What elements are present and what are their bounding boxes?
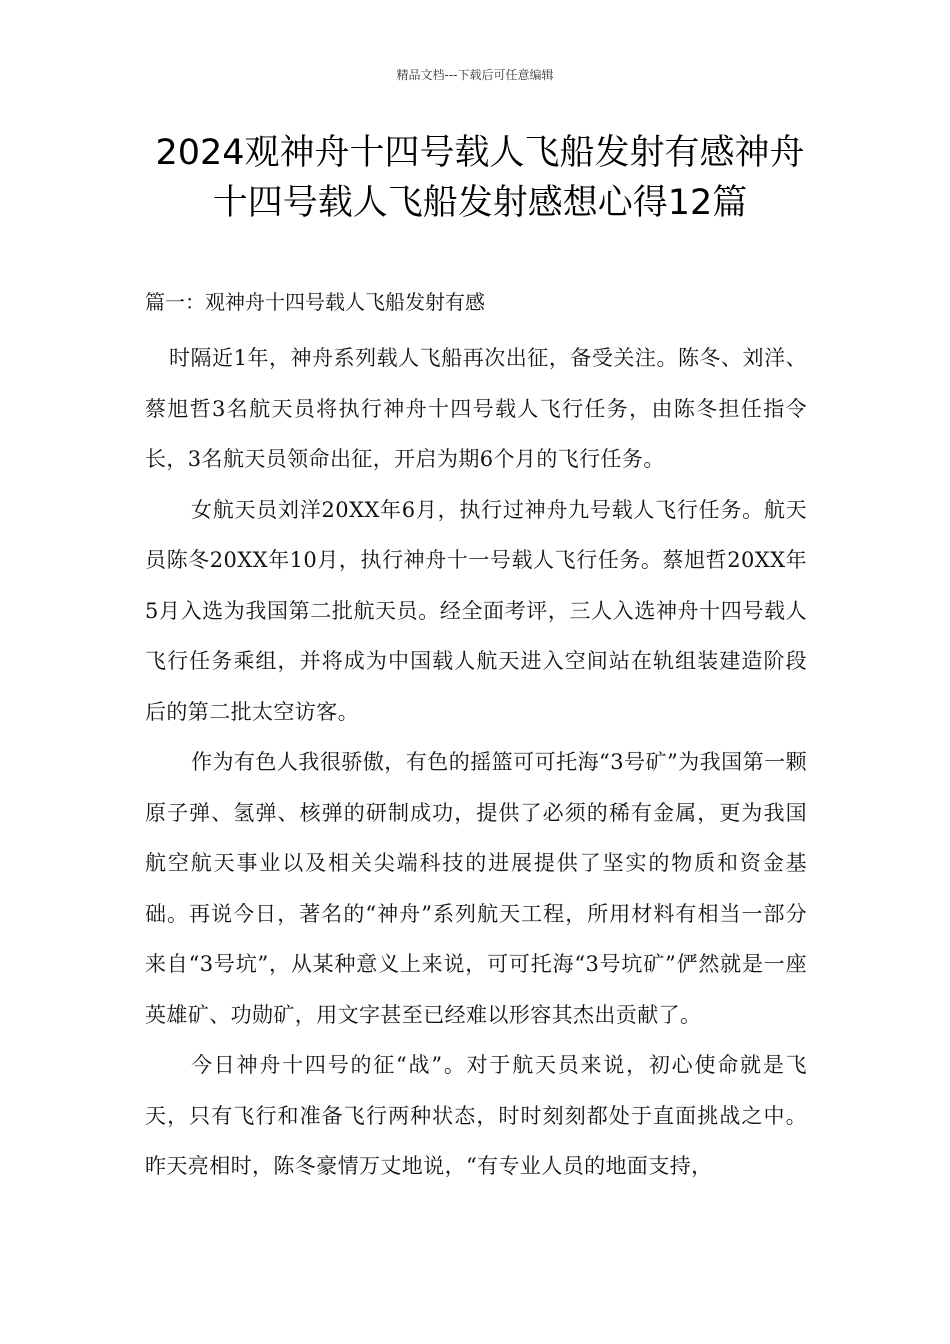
document-body [145,333,807,1192]
header-note: 精品文档---下载后可任意编辑 [396,68,554,82]
document-title: 2024观神舟十四号载人飞船发射有感神舟十四号载人飞船发射感想心得12篇 [155,133,805,223]
paragraph: 时隔近1年，神舟系列载人飞船再次出征，备受关注。陈冬、刘洋、蔡旭哲3名航天员将执行神舟十四号载人飞行任务，由陈冬担任指令长，3名航天员领命出征，开启为期6个月的飞行任务。 [145,346,807,471]
section-heading: 篇一：观神舟十四号载人飞船发射有感 [145,290,485,314]
paragraph: 作为有色人我很骄傲，有色的摇篮可可托海“3号矿”为我国第一颗原子弹、氢弹、核弹的研制成功，提供了必须的稀有金属，更为我国航空航天事业以及相关尖端科技的进展提供了坚实的物质和资金基础。再说今日，著名的“神舟”系列航天工程，所用材料有相当一部分来自“3号坑”，从某种意义上来说，可可托海“3号坑矿”俨然就是一座英雄矿、功勋矿，用文字甚至已经难以形容其杰出贡献了。 [145,750,807,1027]
paragraph: 今日神舟十四号的征“战”。对于航天员来说，初心使命就是飞天，只有飞行和准备飞行两种状态，时时刻刻都处于直面挑战之中。昨天亮相时，陈冬豪情万丈地说，“有专业人员的地面支持， [145,1053,807,1178]
paragraph: 女航天员刘洋20XX年6月，执行过神舟九号载人飞行任务。航天员陈冬20XX年10月，执行神舟十一号载人飞行任务。蔡旭哲20XX年5月入选为我国第二批航天员。经全面考评，三人入选神舟十四号载人飞行任务乘组，并将成为中国载人航天进入空间站在轨组装建造阶段后的第二批太空访客。 [145,497,807,724]
